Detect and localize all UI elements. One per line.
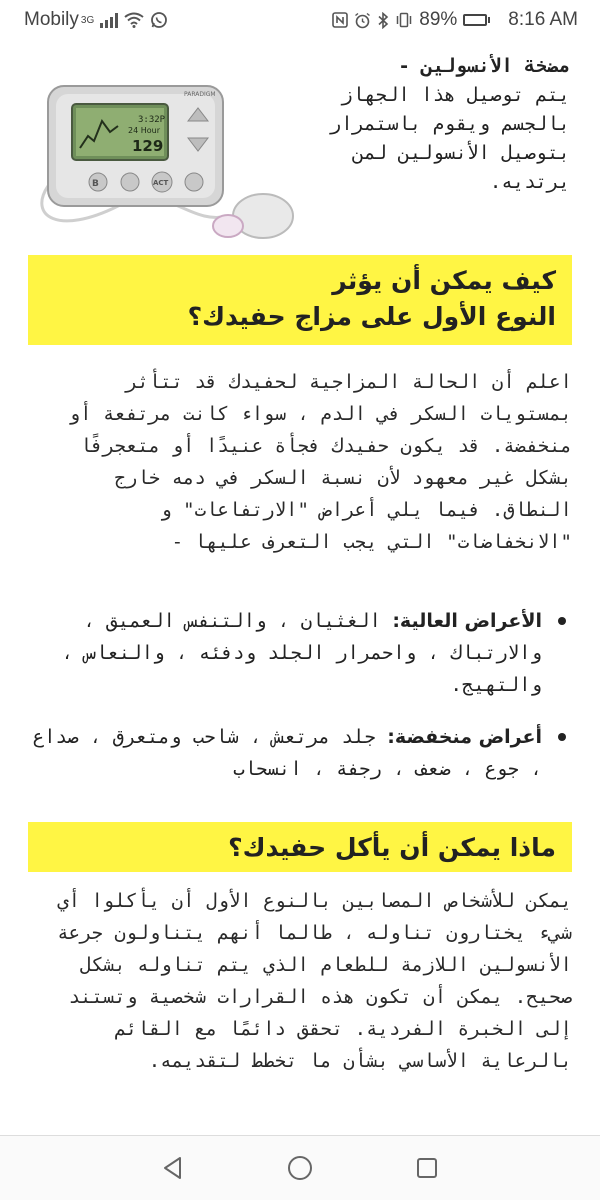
heading-line-2: النوع الأول على مزاج حفيدك؟: [187, 302, 556, 331]
insulin-pump-image: [28, 66, 303, 266]
intro-text: [320, 52, 570, 197]
recents-square-icon: [414, 1155, 440, 1181]
bullet-text: جلد مرتعش ، شاحب ومتعرق ، صداع ، جوع ، ضعف ، رجفة ، انسحاب: [32, 726, 542, 780]
bullet-dot: [558, 733, 566, 741]
battery-percent: 89%: [419, 9, 458, 30]
list-item: [28, 721, 572, 785]
pump-btn-act: ACT: [153, 179, 169, 187]
food-paragraph: يمكن للأشخاص المصابين بالنوع الأول أن يأكلوا أي شيء يختارون تناوله ، طالما أنهم يتناولون جرعة الأنسولين اللازمة للطعام الذي يتم تناوله بشكل صحيح. يمكن أن تكون هذه القرارات شخصية وتستند إلى الخبرة الفردية. تحقق دائمًا مع القائم بالرعاية الأساسي بشأن ما تخطط لتقديمه.: [57, 890, 572, 1072]
heading-line-1: كيف يمكن أن يؤثر: [332, 266, 556, 295]
navigation-bar: [0, 1135, 600, 1200]
alarm-icon: [354, 12, 371, 29]
pump-btn-b: B: [92, 179, 99, 189]
pump-reading: 129: [132, 137, 164, 155]
network-type: 3G: [80, 14, 95, 26]
pump-label: 24 Hour: [128, 126, 160, 135]
symptoms-list: [28, 605, 572, 805]
status-left: [24, 9, 168, 31]
home-button[interactable]: [280, 1148, 320, 1188]
section-heading-food: [28, 822, 572, 872]
status-bar: [0, 0, 600, 40]
bullet-text: الغثيان ، والتنفس العميق ، والارتباك ، واحمرار الجلد ودفئه ، والنعاس ، والتهيج.: [61, 610, 542, 696]
back-button[interactable]: [153, 1148, 193, 1188]
intro-title: مضخة الأنسولين -: [398, 55, 570, 77]
carrier-name: Mobily: [24, 9, 79, 30]
mood-paragraph: اعلم أن الحالة المزاجية لحفيدك قد تتأثر بمستويات السكر في الدم ، سواء كانت مرتفعة أو منخفضة. قد يكون حفيدك فجأة عنيدًا أو متعجرفًا بشكل غير معهود لأن نسبة السكر في دمه خارج النطاق. فيما يلي أعراض "الارتفاعات" و "الانخفاضات" التي يجب التعرف عليها -: [68, 371, 572, 553]
recents-button[interactable]: [407, 1148, 447, 1188]
heading-food-title: ماذا يمكن أن يأكل حفيدك؟: [228, 833, 556, 862]
vibrate-icon: [395, 12, 413, 28]
bullet-label: الأعراض العالية:: [392, 610, 542, 632]
pump-brand: PARADIGM: [184, 91, 216, 98]
bullet-dot: [558, 617, 566, 625]
pump-time: 3:32P: [138, 115, 166, 125]
battery-icon: [463, 14, 490, 26]
article-content[interactable]: [0, 40, 600, 1135]
wifi-icon: [124, 12, 144, 28]
list-item: [28, 605, 572, 701]
status-right: [332, 9, 578, 31]
intro-body: يتم توصيل هذا الجهاز بالجسم ويقوم باستمرار بتوصيل الأنسولين لمن يرتديه.: [329, 84, 570, 193]
clock: 8:16 AM: [508, 9, 578, 30]
bullet-label: أعراض منخفضة:: [387, 726, 542, 748]
signal-icon: [100, 12, 118, 28]
section-heading-mood: [28, 255, 572, 345]
nfc-icon: [332, 12, 348, 28]
home-circle-icon: [286, 1154, 314, 1182]
whatsapp-icon: [150, 11, 168, 29]
bluetooth-icon: [377, 12, 389, 29]
back-triangle-icon: [160, 1155, 186, 1181]
